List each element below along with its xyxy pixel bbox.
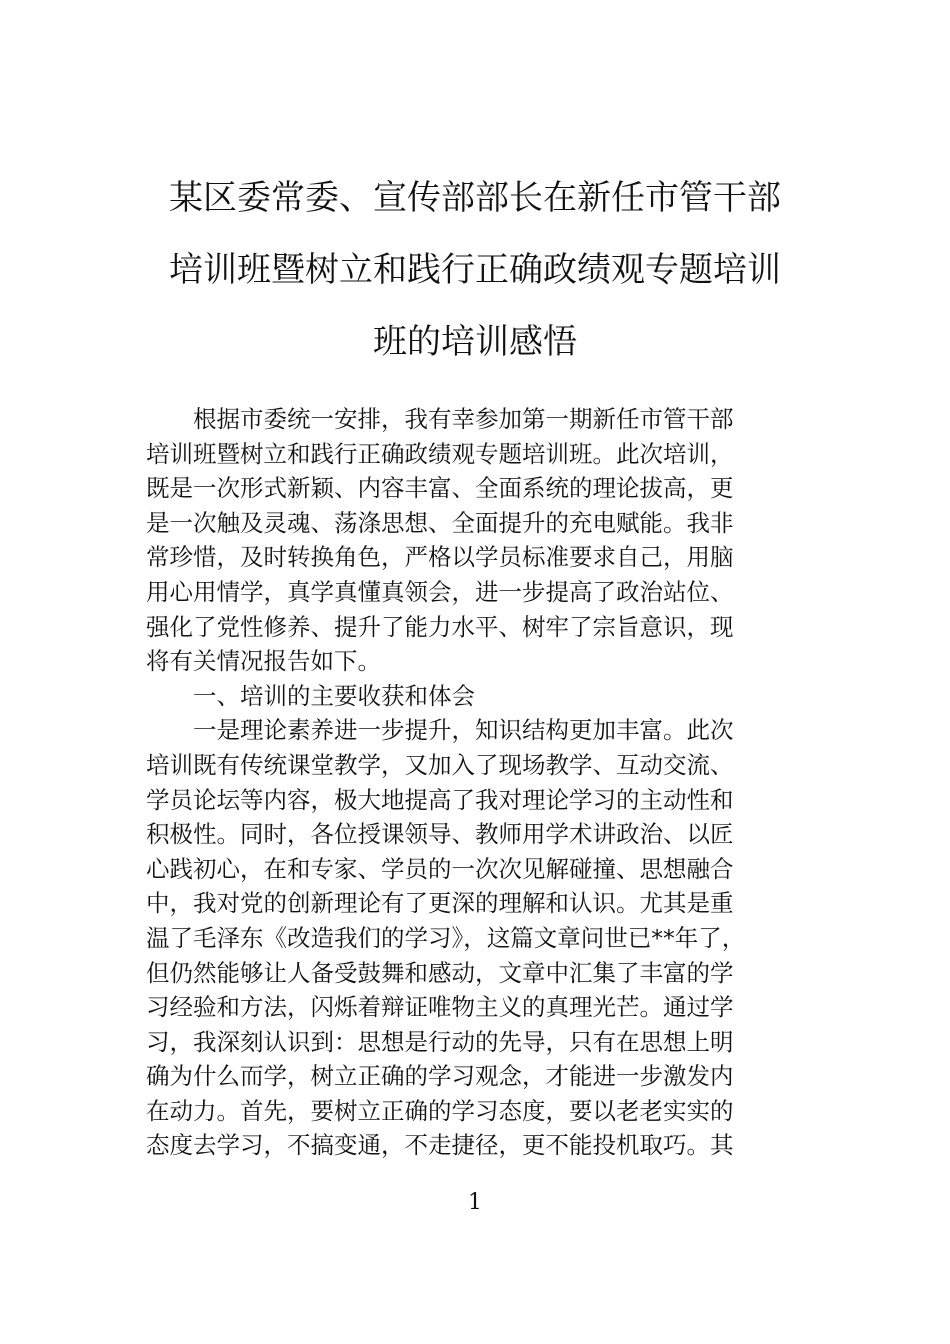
body-line-section-11: 确为什么而学，树立正确的学习观念，才能进一步激发内 (146, 1062, 734, 1091)
body-line-intro-7: 强化了党性修养、提升了能力水平、树牢了宗旨意识，现 (146, 612, 734, 641)
body-line-intro-2: 培训班暨树立和践行正确政绩观专题培训班。此次培训， (146, 439, 734, 468)
body-line-section-4: 积极性。同时，各位授课领导、教师用学术讲政治、以匠 (146, 820, 734, 849)
body-line-section-5: 心践初心，在和专家、学员的一次次见解碰撞、思想融合 (146, 854, 734, 883)
title-line-2: 培训班暨树立和践行正确政绩观专题培训 (169, 250, 781, 290)
body-line-intro-6: 用心用情学，真学真懂真领会，进一步提高了政治站位、 (146, 577, 734, 606)
body-line-intro-5: 常珍惜，及时转换角色，严格以学员标准要求自己，用脑 (146, 543, 734, 572)
body-line-section-12: 在动力。首先，要树立正确的学习态度，要以老老实实的 (146, 1096, 734, 1125)
body-line-section-3: 学员论坛等内容，极大地提高了我对理论学习的主动性和 (146, 785, 734, 814)
document-body (146, 402, 826, 1163)
body-line-section-9: 习经验和方法，闪烁着辩证唯物主义的真理光芒。通过学 (146, 993, 734, 1022)
body-line-section-10: 习，我深刻认识到：思想是行动的先导，只有在思想上明 (146, 1027, 734, 1056)
body-line-section-1: 一是理论素养进一步提升，知识结构更加丰富。此次 (193, 716, 734, 745)
section-heading: 一、培训的主要收获和体会 (193, 681, 475, 710)
body-line-section-13: 态度去学习，不搞变通，不走捷径，更不能投机取巧。其 (146, 1131, 734, 1160)
document-title (140, 170, 810, 386)
body-line-section-8: 但仍然能够让人备受鼓舞和感动，文章中汇集了丰富的学 (146, 958, 734, 987)
body-line-intro-1: 根据市委统一安排，我有幸参加第一期新任市管干部 (193, 405, 734, 433)
body-line-section-7: 温了毛泽东《改造我们的学习》，这篇文章问世已**年了， (146, 923, 746, 952)
title-line-1: 某区委常委、宣传部部长在新任市管干部 (169, 178, 781, 218)
body-line-intro-8: 将有关情况报告如下。 (146, 647, 381, 676)
page-number: 1 (468, 1190, 482, 1215)
body-line-section-2: 培训既有传统课堂教学，又加入了现场教学、互动交流、 (146, 750, 734, 779)
body-line-intro-3: 既是一次形式新颖、内容丰富、全面系统的理论拔高，更 (146, 474, 734, 503)
body-line-section-6: 中，我对党的创新理论有了更深的理解和认识。尤其是重 (146, 889, 734, 918)
title-line-3: 班的培训感悟 (373, 322, 577, 362)
body-line-intro-4: 是一次触及灵魂、荡涤思想、全面提升的充电赋能。我非 (146, 508, 734, 537)
